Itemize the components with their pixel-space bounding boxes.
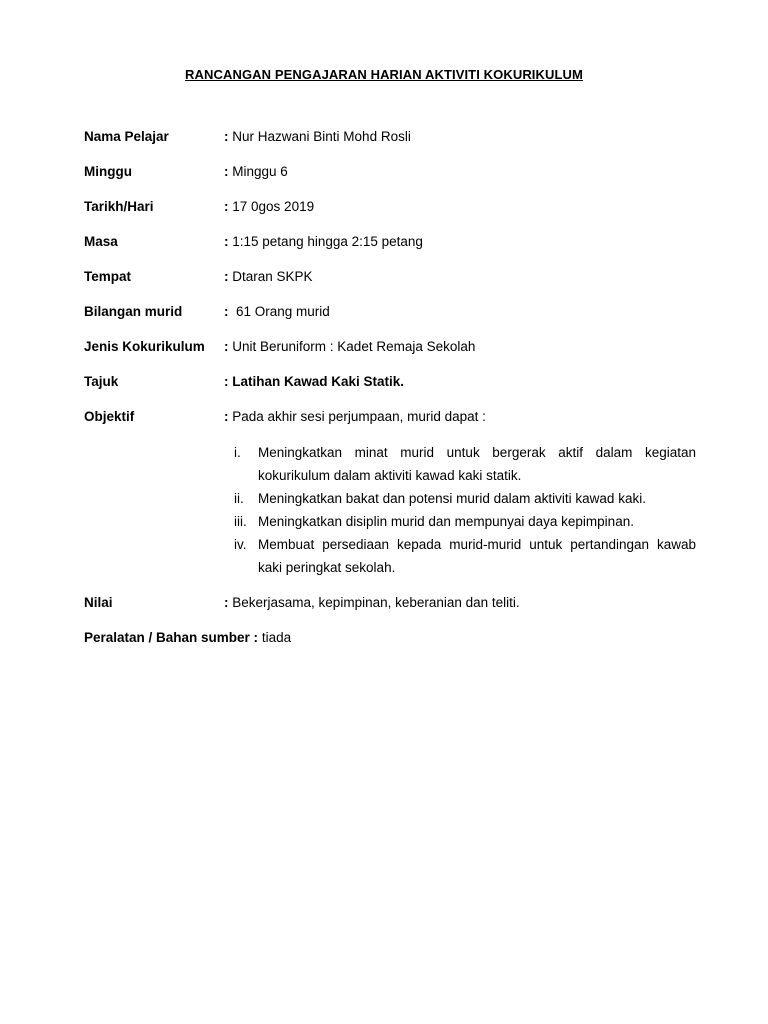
field-colon: :: [224, 304, 229, 319]
field-colon: :: [224, 595, 229, 610]
field-colon: :: [224, 339, 229, 354]
field-label: Peralatan / Bahan sumber :: [84, 630, 259, 645]
objectives-list: [226, 441, 696, 579]
document-title: RANCANGAN PENGAJARAN HARIAN AKTIVITI KOKURIKULUM: [185, 67, 583, 82]
field-value: [224, 302, 330, 322]
field-value: [224, 127, 411, 147]
field-value-text: Bekerjasama, kepimpinan, keberanian dan teliti.: [232, 595, 520, 610]
field-masa: [84, 232, 696, 252]
field-colon: :: [224, 234, 229, 249]
field-value: [224, 267, 313, 287]
list-item-text: Meningkatkan bakat dan potensi murid dalam aktiviti kawad kaki.: [258, 491, 646, 506]
list-item: [226, 533, 696, 579]
field-value-text: Latihan Kawad Kaki Statik.: [232, 374, 405, 389]
field-label: Masa: [84, 234, 118, 249]
field-label: Tarikh/Hari: [84, 199, 154, 214]
field-tarikh-hari: [84, 197, 696, 217]
field-colon: :: [224, 374, 229, 389]
field-objektif: [84, 407, 696, 427]
field-label: Nilai: [84, 595, 113, 610]
field-colon: :: [224, 409, 229, 424]
field-label: Objektif: [84, 409, 135, 424]
list-item-number: iv.: [234, 537, 247, 552]
list-item: [226, 510, 696, 533]
field-tajuk: [84, 372, 696, 392]
field-value: [224, 197, 314, 217]
field-minggu: [84, 162, 696, 182]
field-value-text: 17 0gos 2019: [232, 199, 315, 214]
field-bilangan-murid: [84, 302, 696, 322]
field-value: [224, 232, 423, 252]
field-label: Jenis Kokurikulum: [84, 339, 205, 354]
field-value: [224, 337, 475, 357]
list-item-text: Membuat persediaan kepada murid-murid untuk pertandingan kawab kaki peringkat sekolah.: [258, 537, 696, 575]
field-value: [224, 593, 520, 613]
field-value: [224, 372, 404, 392]
field-value-text: tiada: [261, 630, 292, 645]
field-value-text: Pada akhir sesi perjumpaan, murid dapat :: [232, 409, 486, 424]
field-colon: :: [224, 269, 229, 284]
field-value: [224, 407, 486, 427]
list-item-text: Meningkatkan minat murid untuk bergerak aktif dalam kegiatan kokurikulum dalam aktiviti kawad kaki statik.: [258, 445, 696, 483]
field-tempat: [84, 267, 696, 287]
field-colon: :: [224, 129, 229, 144]
field-value-text: Unit Beruniform : Kadet Remaja Sekolah: [232, 339, 476, 354]
field-label: Tajuk: [84, 374, 119, 389]
list-item-number: ii.: [234, 491, 244, 506]
list-item: [226, 487, 696, 510]
field-label: Tempat: [84, 269, 132, 284]
field-value-text: Minggu 6: [232, 164, 288, 179]
field-jenis-kokurikulum: [84, 337, 696, 357]
field-value-text: Dtaran SKPK: [232, 269, 313, 284]
list-item-text: Meningkatkan disiplin murid dan mempunyai daya kepimpinan.: [258, 514, 634, 529]
field-label: Nama Pelajar: [84, 129, 169, 144]
list-item-number: iii.: [234, 514, 247, 529]
field-value-text: Nur Hazwani Binti Mohd Rosli: [232, 129, 411, 144]
field-colon: :: [224, 164, 229, 179]
field-label: Minggu: [84, 164, 132, 179]
field-value: [224, 162, 288, 182]
field-value-text: 61 Orang murid: [232, 304, 330, 319]
field-peralatan: [84, 628, 291, 648]
field-nama-pelajar: [84, 127, 696, 147]
field-value-text: 1:15 petang hingga 2:15 petang: [232, 234, 423, 249]
field-colon: :: [224, 199, 229, 214]
field-label: Bilangan murid: [84, 304, 183, 319]
field-nilai: [84, 593, 696, 613]
list-item: [226, 441, 696, 487]
list-item-number: i.: [234, 445, 241, 460]
